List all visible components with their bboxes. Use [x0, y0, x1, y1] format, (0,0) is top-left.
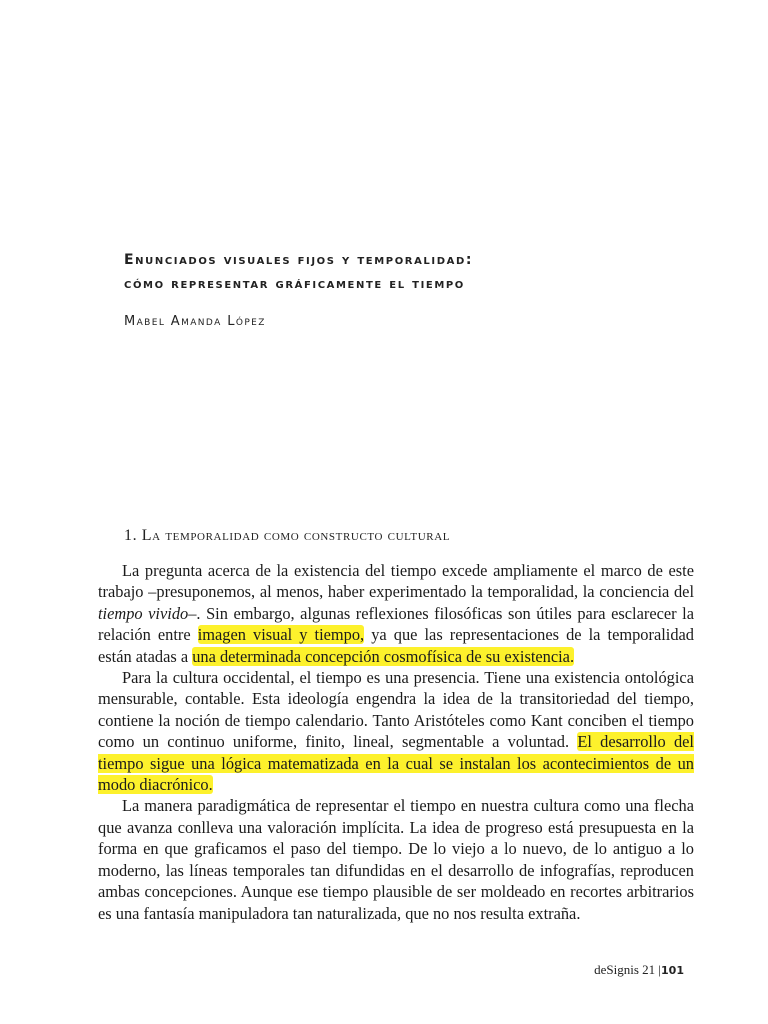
- section-heading: 1. La temporalidad como constructo cultural: [124, 527, 451, 544]
- footer-separator: |: [658, 962, 662, 977]
- highlight-desarrollo-del-tiempo: El desarrollo del tiempo sigue una lógica matematizada en la cual se instalan los acontecimientos de un modo diacrónico.: [98, 732, 694, 795]
- paragraph-1-italic-term: tiempo vivido: [98, 603, 189, 623]
- paragraph-1: [98, 560, 694, 667]
- page-number: 101: [661, 964, 684, 977]
- paragraph-1-text-c: ya que las representaciones de la temporalidad están atadas a: [98, 625, 694, 666]
- paragraph-3: [98, 795, 694, 923]
- paragraph-1-text-b: –. Sin embargo, algunas reflexiones filosóficas son útiles para esclarecer la relación entre: [98, 603, 694, 645]
- page-footer: [594, 962, 684, 978]
- article-title-line-1: Enunciados visuales fijos y temporalidad:: [124, 252, 474, 268]
- article-title: [124, 248, 684, 296]
- paragraph-2-text-a: Para la cultura occidental, el tiempo es una presencia. Tiene una existencia ontológica mensurable, contable. Esta ideología engendra la idea de la transitoriedad del tiempo, contiene la noción de tiempo calendario. Tanto Aristóteles como Kant conciben el tiempo como un continuo uniforme, finito, lineal, segmentable a voluntad.: [98, 668, 694, 752]
- journal-name: deSignis 21: [594, 962, 656, 977]
- highlight-concepcion-cosmofisica: una determinada concepción cosmofísica de su existencia.: [192, 646, 575, 666]
- article-title-line-2: cómo representar gráficamente el tiempo: [124, 276, 465, 292]
- paragraph-3-text-a: La manera paradigmática de representar el tiempo en nuestra cultura como una flecha que avanza conlleva una valoración implícita. La idea de progreso está presupuesta en la forma en que graficamos el paso del tiempo. De lo viejo a lo nuevo, de lo antiguo a lo moderno, las líneas temporales tan difundidas en el desarrollo de infografías, reproducen ambas concepciones. Aunque ese tiempo plausible de ser moldeado en recortes arbitrarios es una fantasía manipuladora tan naturalizada, que no nos resulta extraña.: [98, 796, 694, 923]
- article-body: [98, 560, 694, 924]
- paragraph-2: [98, 667, 694, 795]
- highlight-imagen-visual: imagen visual y tiempo,: [197, 625, 365, 645]
- paragraph-1-text-a: La pregunta acerca de la existencia del tiempo excede ampliamente el marco de este trabajo –presuponemos, al menos, haber experimentado la temporalidad, la conciencia del: [98, 561, 694, 602]
- article-author: Mabel Amanda López: [124, 314, 266, 329]
